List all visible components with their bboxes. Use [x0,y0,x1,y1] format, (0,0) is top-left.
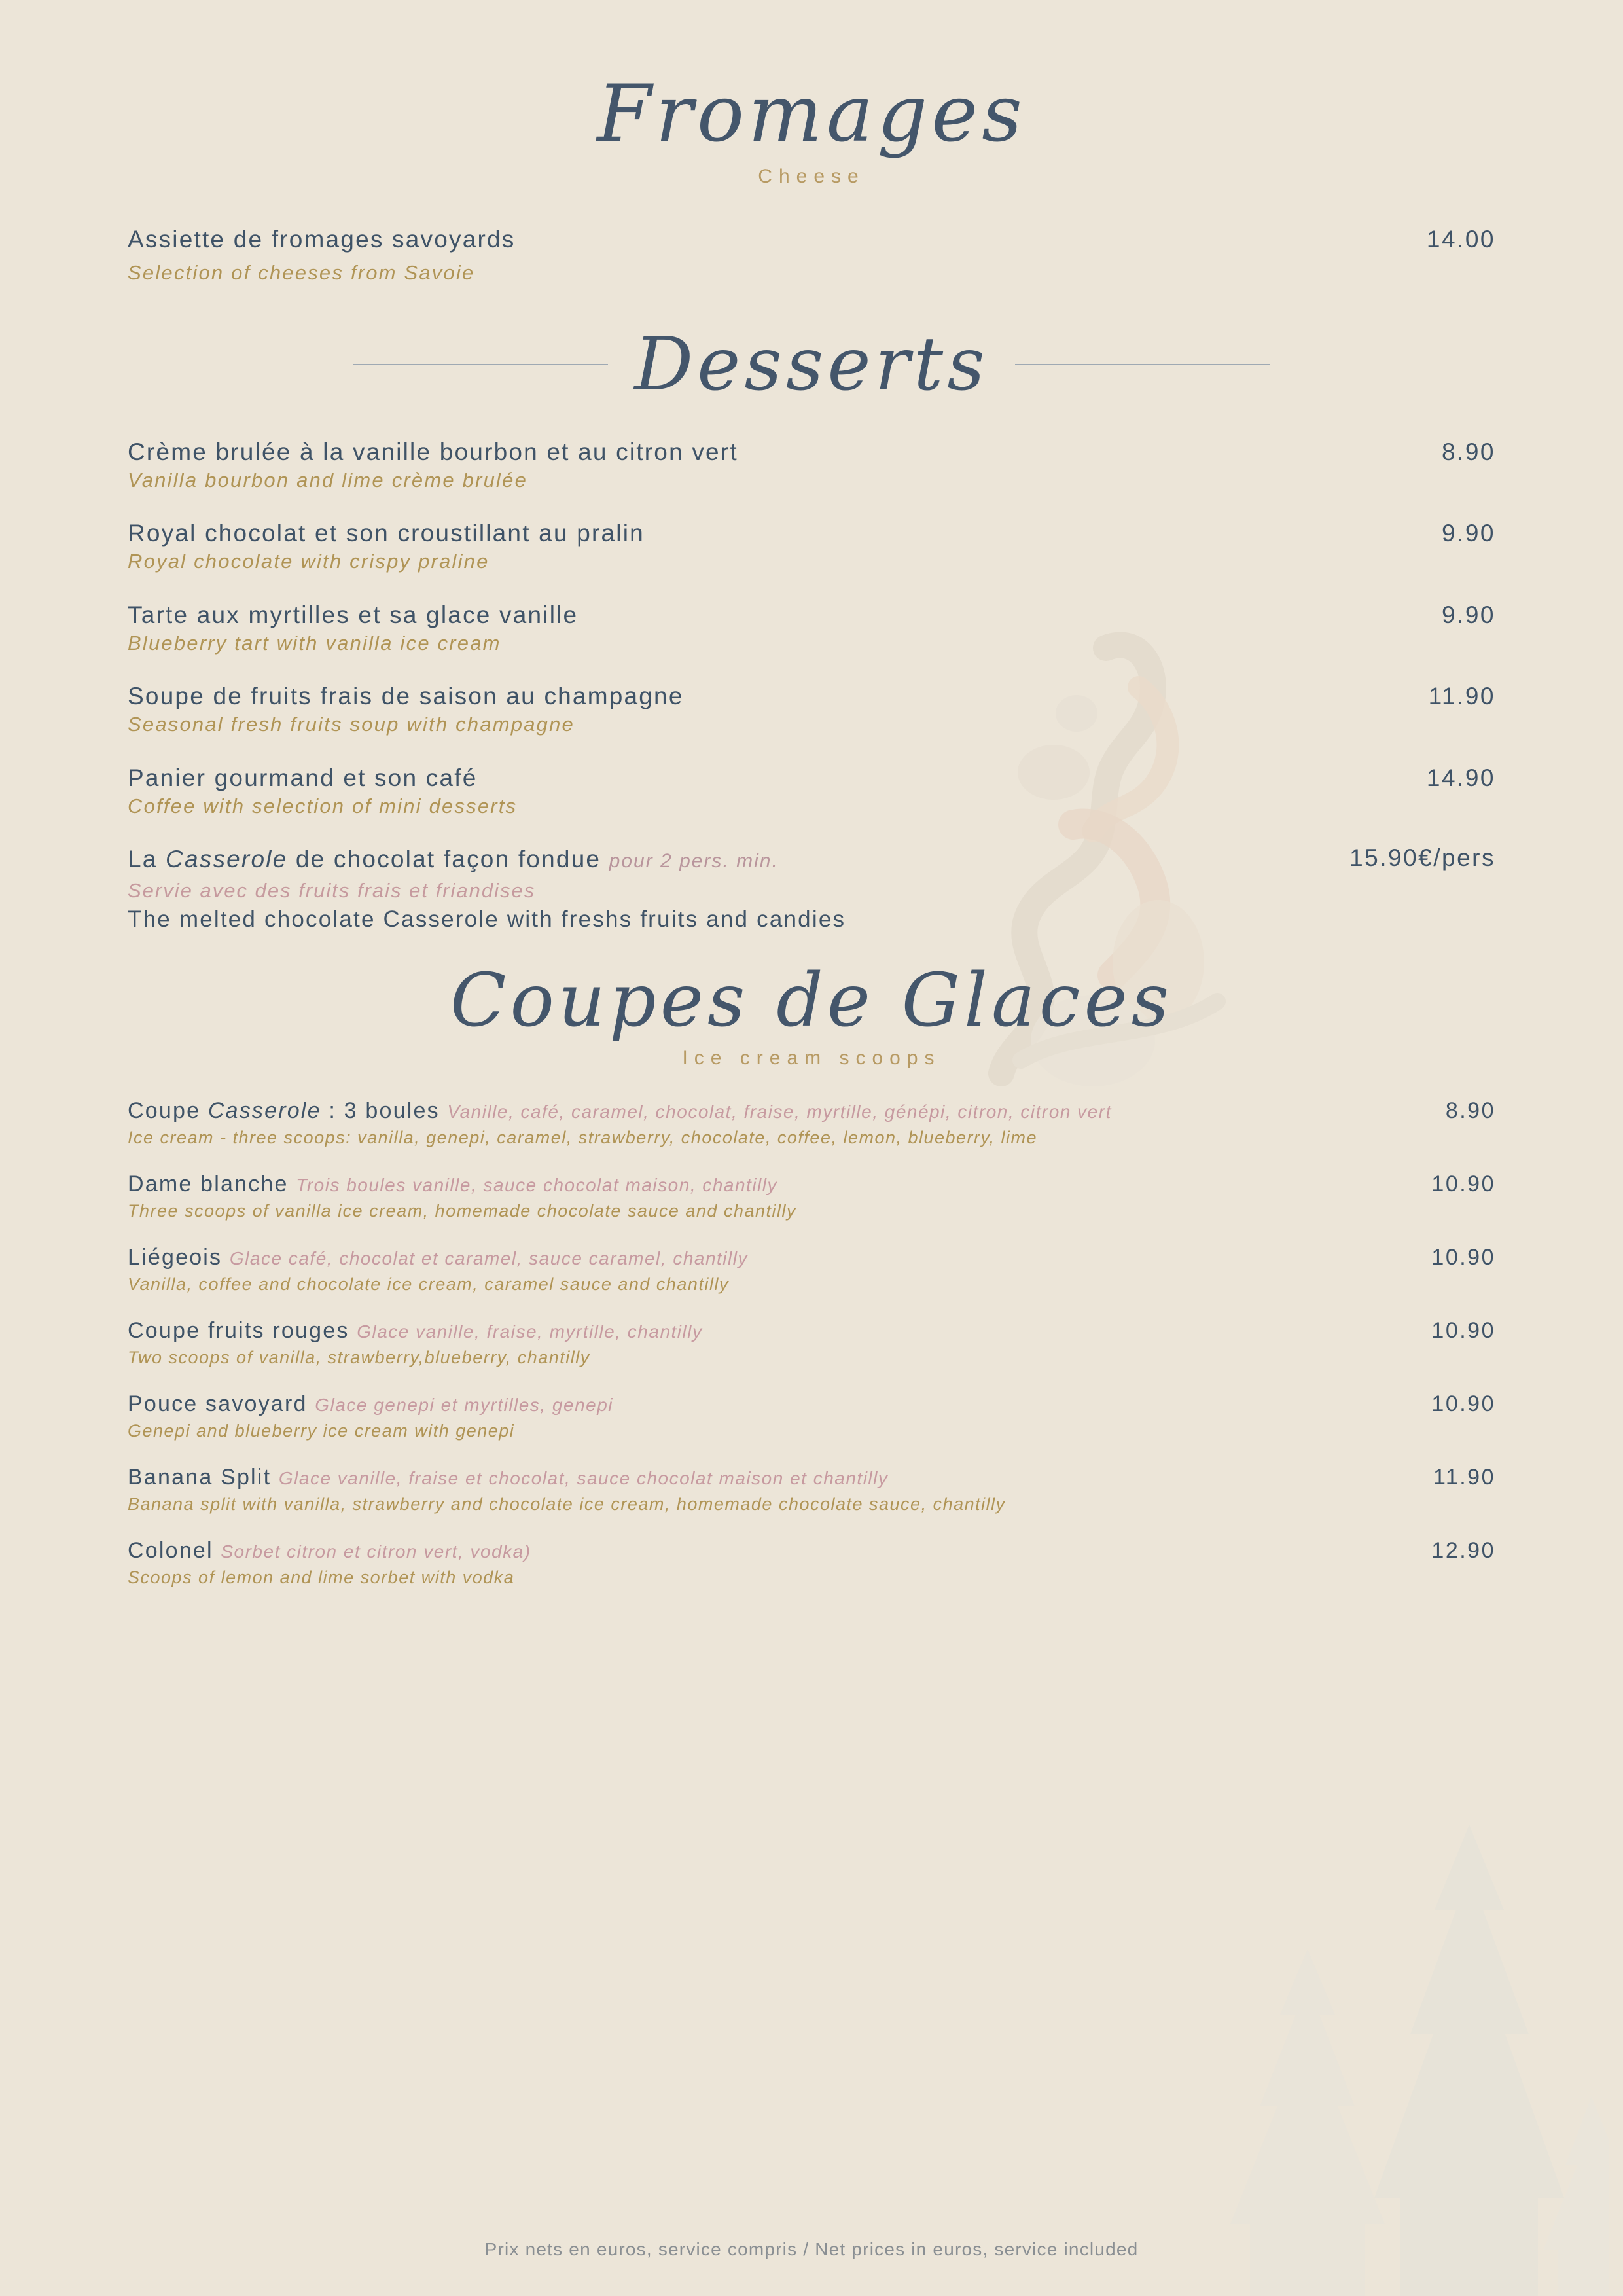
footer-note: Prix nets en euros, service compris / Net prices in euros, service included [484,2239,1139,2259]
section-title-desserts: Desserts [634,321,989,407]
item-name-en: Two scoops of vanilla, strawberry,blueberry, chantilly [128,1348,590,1368]
glace-name-emphasis: Casserole [207,1098,321,1124]
item-name-fr [128,1098,1426,1124]
menu-item [128,1245,1495,1295]
glace-detail: Glace vanille, fraise, myrtille, chantilly [357,1321,703,1342]
item-name-fr: Royal chocolat et son croustillant au pralin [128,520,645,547]
item-name-fr [128,1465,1414,1490]
glace-name-prefix: Colonel [128,1538,213,1564]
item-price: 11.90 [1428,683,1495,710]
menu-item [128,600,1495,657]
item-name-en: Royal chocolate with crispy praline [128,550,490,573]
glace-name-prefix: Banana Split [128,1465,272,1490]
item-price: 12.90 [1431,1538,1495,1564]
glace-name-prefix: Pouce savoyard [128,1391,308,1417]
menu-item [128,763,1495,820]
item-name-fr [128,1245,1412,1270]
glace-detail: Glace café, chocolat et caramel, sauce caramel, chantilly [229,1248,748,1269]
desserts-list [128,437,1495,934]
menu-item [128,1172,1495,1221]
item-price: 10.90 [1431,1172,1495,1197]
section-title-glaces: Coupes de Glaces [450,958,1173,1044]
glace-detail: Sorbet citron et citron vert, vodka) [221,1541,531,1562]
item-price: 8.90 [1445,1098,1495,1124]
casserole-en: The melted chocolate Casserole with freshs fruits and candies [128,906,846,932]
menu-item [128,681,1495,738]
glace-detail: Glace vanille, fraise et chocolat, sauce chocolat maison et chantilly [278,1468,889,1489]
menu-item [128,1318,1495,1368]
section-subtitle-glaces: Ice cream scoops [682,1047,941,1069]
menu-item [128,518,1495,575]
glace-name-suffix: : 3 boules [321,1098,440,1124]
casserole-sub-fr: Servie avec des fruits frais et friandises [128,878,536,902]
section-subtitle-fromages: Cheese [758,166,865,187]
item-name-en: Vanilla, coffee and chocolate ice cream, caramel sauce and chantilly [128,1274,729,1295]
glaces-list [128,1098,1495,1588]
item-name-en: Scoops of lemon and lime sorbet with vodka [128,1568,515,1588]
casserole-suffix: de chocolat façon fondue [287,846,601,873]
item-name-fr [128,1391,1412,1417]
menu-item-casserole [128,844,1495,933]
section-title-fromages: Fromages [597,69,1026,160]
item-name-fr [128,844,1330,874]
casserole-note: pour 2 pers. min. [609,850,779,872]
item-name-fr [128,1318,1412,1344]
glace-name-prefix: Liégeois [128,1245,223,1270]
item-price: 14.90 [1426,764,1495,791]
casserole-emphasis: Casserole [166,846,288,873]
item-name-en: Banana split with vanilla, strawberry and chocolate ice cream, homemade chocolate sauce, chantilly [128,1494,1006,1515]
section-header-desserts [128,322,1495,407]
glace-detail: Trois boules vanille, sauce chocolat maison, chantilly [296,1175,777,1196]
item-name-en: Coffee with selection of mini desserts [128,794,518,817]
item-name-fr: Panier gourmand et son café [128,764,478,791]
item-name-en: Blueberry tart with vanilla ice cream [128,631,501,655]
item-name-en: Ice cream - three scoops: vanilla, genepi, caramel, strawberry, chocolate, coffee, lemon, blueberry, lime [128,1128,1038,1148]
item-price: 10.90 [1431,1318,1495,1344]
glace-detail: Glace genepi et myrtilles, genepi [315,1395,613,1416]
item-name-en: Vanilla bourbon and lime crème brulée [128,468,528,492]
glace-name-prefix: Coupe fruits rouges [128,1318,349,1344]
glace-name-prefix: Dame blanche [128,1172,289,1197]
section-header-fromages [128,0,1495,188]
menu-item [128,1465,1495,1515]
glace-name-prefix: Coupe [128,1098,208,1124]
item-price: 9.90 [1441,601,1495,628]
item-price: 11.90 [1433,1465,1495,1490]
item-name-fr: Crème brulée à la vanille bourbon et au citron vert [128,438,738,465]
menu-item [128,224,1495,287]
item-name-fr: Tarte aux myrtilles et sa glace vanille [128,601,579,628]
item-name-fr: Soupe de fruits frais de saison au champagne [128,683,684,710]
item-price: 9.90 [1441,520,1495,547]
menu-item [128,1098,1495,1148]
casserole-prefix: La [128,846,166,873]
item-name-en: Seasonal fresh fruits soup with champagne [128,713,575,736]
fir-trees-illustration [1034,1799,1623,2296]
item-price: 8.90 [1441,438,1495,465]
item-price: 15.90€/pers [1349,844,1495,872]
item-name-en: Selection of cheeses from Savoie [128,261,475,285]
item-name-en: Three scoops of vanilla ice cream, homemade chocolate sauce and chantilly [128,1201,796,1221]
item-name-en: Genepi and blueberry ice cream with genepi [128,1421,515,1441]
section-header-glaces [128,958,1495,1069]
menu-item [128,1538,1495,1588]
item-name-fr: Assiette de fromages savoyards [128,226,516,253]
item-price: 10.90 [1431,1245,1495,1270]
item-price: 14.00 [1426,226,1495,253]
item-price: 10.90 [1431,1391,1495,1417]
glace-detail: Vanille, café, caramel, chocolat, fraise, myrtille, génépi, citron, citron vert [447,1102,1112,1122]
divider-right [1015,364,1270,365]
menu-item [128,437,1495,494]
menu-item [128,1391,1495,1441]
divider-left [353,364,608,365]
item-name-fr [128,1538,1412,1564]
item-name-fr [128,1172,1412,1197]
